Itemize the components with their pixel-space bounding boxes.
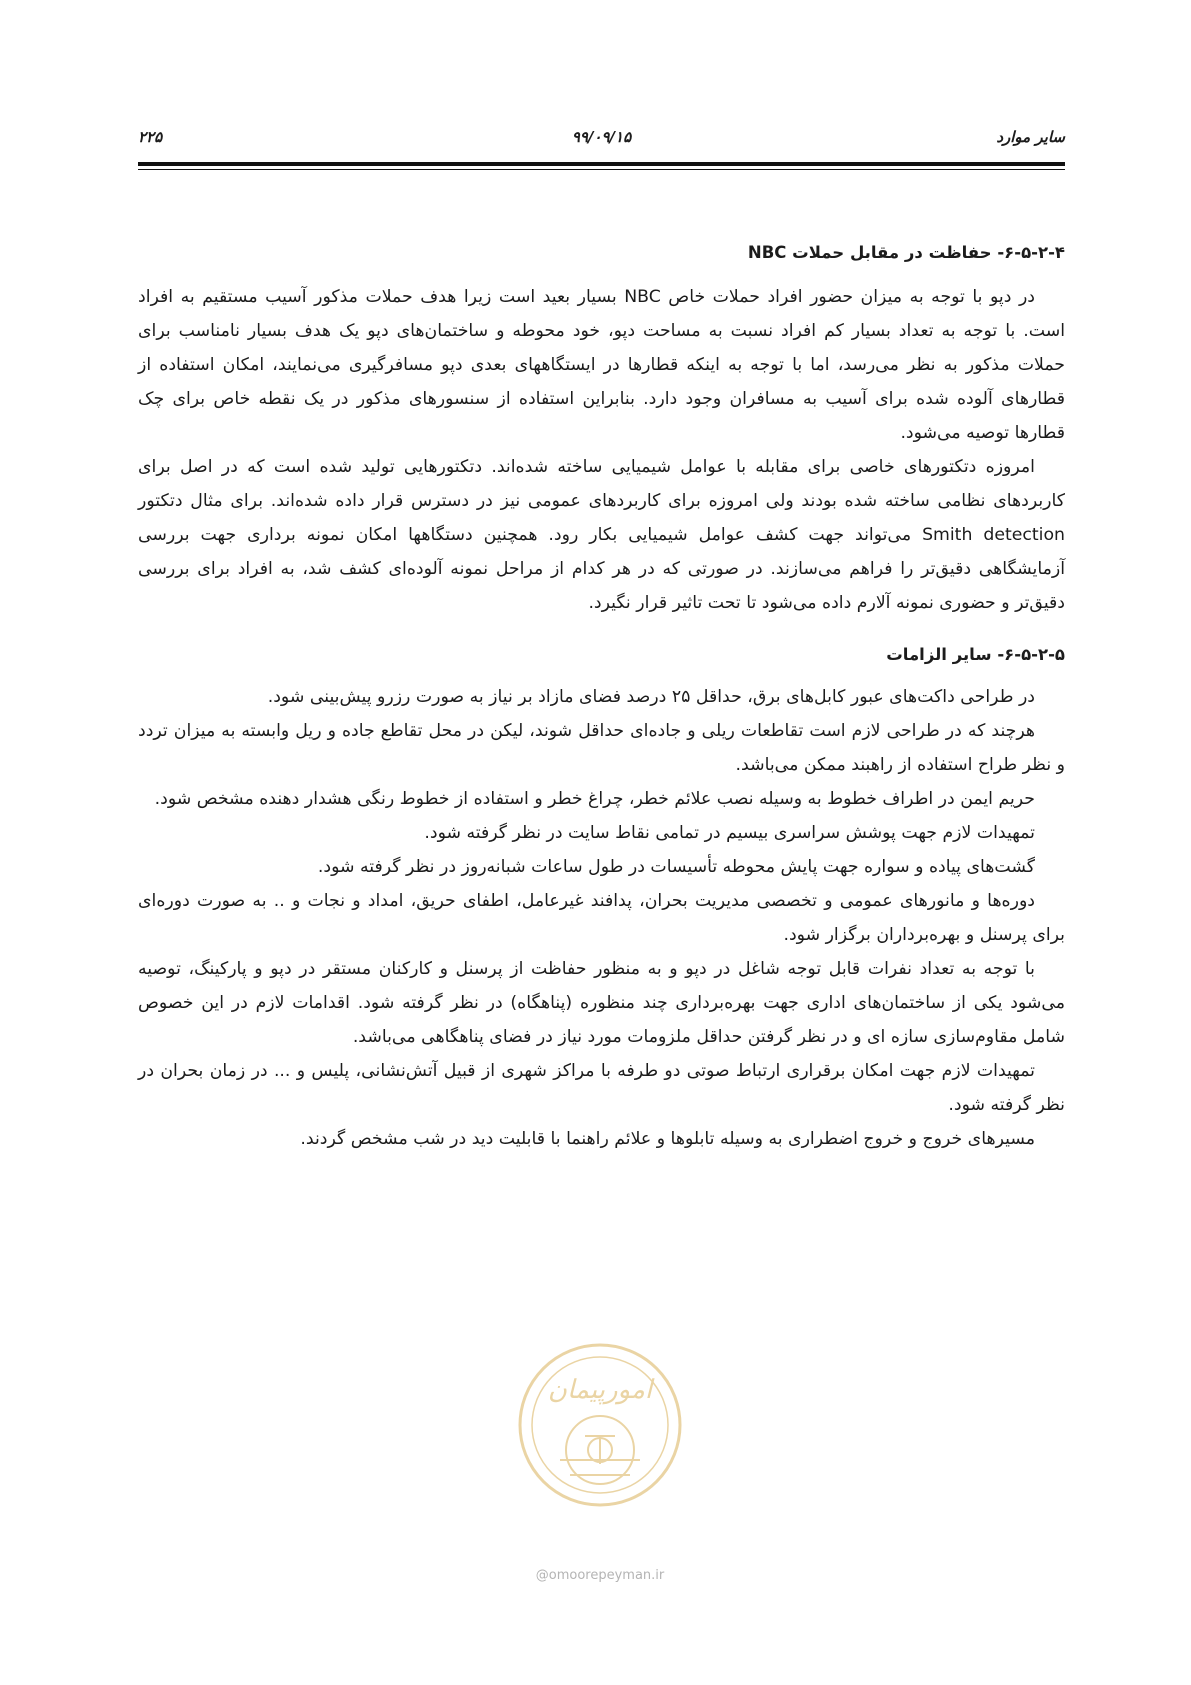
paragraph: در دپو با توجه به میزان حضور افراد حملات خاص NBC بسیار بعید است زیرا هدف حملات مذکور آسیب مستقیم به افراد است. با توجه به تعداد بسیار کم افراد نسبت به مساحت دپو، خود محوطه و ساختمان‌های دپو یک هدف بسیار نامناسب برای حملات مذکور به نظر می‌رسد، اما با توجه به اینکه قطارها در ایستگاههای بعدی دپو مسافرگیری می‌نمایند، امکان استفاده از قطارهای آلوده شده برای آسیب به مسافران وجود دارد. بنابراین استفاده از سنسورهای مذکور در یک نقطه خاص برای چک قطارها توصیه می‌شود. — [138, 287, 1065, 443]
watermark-logo-icon — [515, 1340, 685, 1510]
header-rule-thick — [138, 162, 1065, 166]
paragraph: حریم ایمن در اطراف خطوط به وسیله نصب علائم خطر، چراغ خطر و استفاده از خطوط رنگی هشدار دهنده مشخص شود. — [154, 789, 1035, 809]
paragraph: امروزه دتکتورهای خاصی برای مقابله با عوامل شیمیایی ساخته شده‌اند. دتکتورهایی تولید شده است که در اصل برای کاربردهای نظامی ساخته شده بودند ولی امروزه برای کاربردهای عمومی نیز در دسترس قرار داده شده‌اند. برای مثال دتکتور Smith detection می‌تواند جهت کشف عوامل شیمیایی بکار رود. همچنین دستگاهها امکان نمونه برداری جهت بررسی آزمایشگاهی دقیق‌تر را فراهم می‌سازند. در صورتی که در هر کدام از مراحل نمونه آلوده‌ای کشف شد، به افراد برای بررسی دقیق‌تر و حضوری نمونه آلارم داده می‌شود تا تحت تاثیر قرار نگیرد. — [138, 457, 1065, 613]
header-date: ۹۹/۰۹/۱۵ — [571, 128, 632, 146]
paragraph: مسیرهای خروج و خروج اضطراری به وسیله تابلوها و علائم راهنما با قابلیت دید در شب مشخص گردند. — [300, 1129, 1035, 1149]
paragraph: تمهیدات لازم جهت امکان برقراری ارتباط صوتی دو طرفه با مراکز شهری از قبیل آتش‌نشانی، پلیس و ... در زمان بحران در نظر گرفته شود. — [138, 1061, 1065, 1115]
paragraph: هرچند که در طراحی لازم است تقاطعات ریلی و جاده‌ای حداقل شوند، لیکن در محل تقاطع جاده و ریل وابسته به میزان تردد و نظر طراح استفاده از راهبند ممکن می‌باشد. — [138, 721, 1065, 775]
watermark-url: @omoorepeyman.ir — [535, 1568, 665, 1583]
paragraph: با توجه به تعداد نفرات قابل توجه شاغل در دپو و به منظور حفاظت از پرسنل و کارکنان مستقر در دپو و پارکینگ، توصیه می‌شود یکی از ساختمان‌های اداری جهت بهره‌برداری چند منظوره (پناهگاه) در نظر گرفته شود. اقدامات لازم در این خصوص شامل مقاوم‌سازی سازه ای و در نظر گرفتن حداقل ملزومات مورد نیاز در فضای پناهگاهی می‌باشد. — [138, 959, 1065, 1047]
section-heading-other-requirements: ۶-۵-۲-۵- سایر الزامات — [886, 645, 1065, 664]
paragraph: دوره‌ها و مانورهای عمومی و تخصصی مدیریت بحران، پدافند غیرعامل، اطفای حریق، امداد و نجات و .. به صورت دوره‌ای برای پرسنل و بهره‌برداران برگزار شود. — [138, 891, 1065, 945]
section-heading-nbc: ۶-۵-۲-۴- حفاظت در مقابل حملات NBC — [747, 243, 1065, 262]
page-header — [138, 128, 1065, 152]
chapter-title: سایر موارد — [996, 128, 1065, 146]
page-number: ۲۲۵ — [138, 128, 163, 146]
watermark-logo-text: امورپیمان — [547, 1375, 653, 1405]
paragraph: گشت‌های پیاده و سواره جهت پایش محوطه تأسیسات در طول ساعات شبانه‌روز در نظر گرفته شود. — [317, 857, 1035, 877]
paragraph: تمهیدات لازم جهت پوشش سراسری بیسیم در تمامی نقاط سایت در نظر گرفته شود. — [424, 823, 1035, 843]
header-rule-thin — [138, 169, 1065, 170]
page-body — [138, 236, 1065, 1156]
paragraph: در طراحی داکت‌های عبور کابل‌های برق، حداقل ۲۵ درصد فضای مازاد بر نیاز به صورت رزرو پیش‌بینی شود. — [267, 687, 1035, 707]
